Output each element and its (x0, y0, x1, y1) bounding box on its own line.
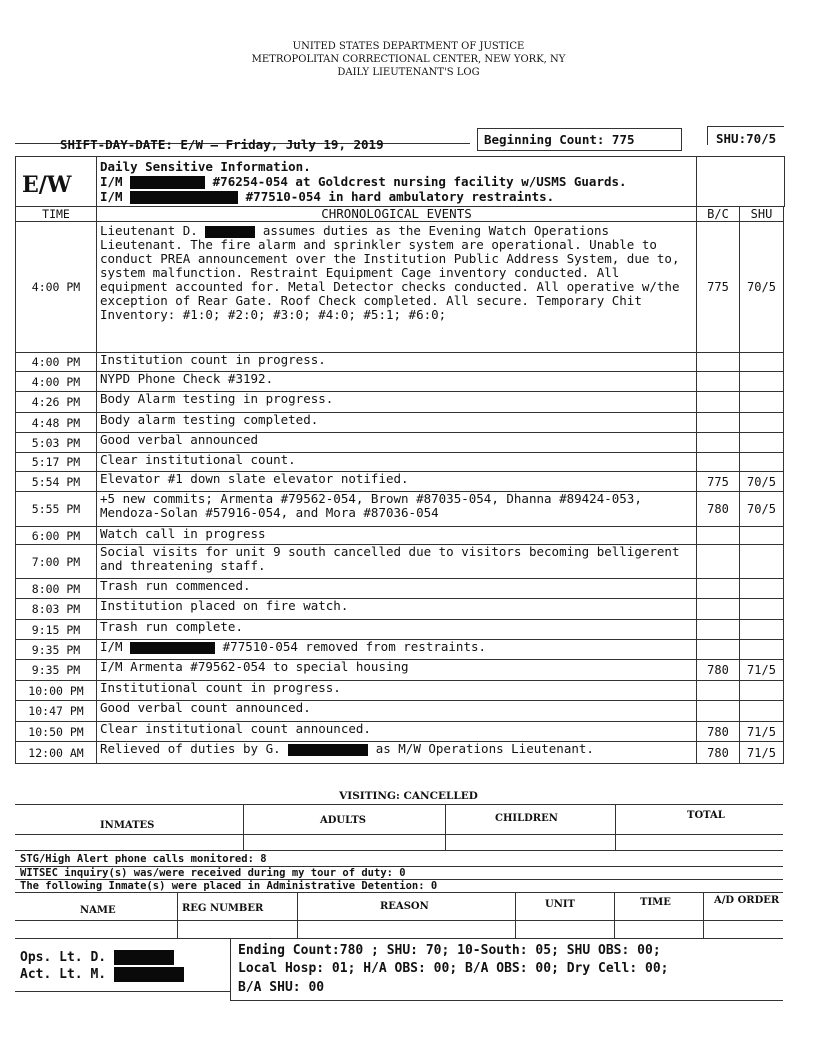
entry-time: 8:03 PM (16, 599, 97, 620)
entry-bc (697, 701, 740, 722)
entry-time: 9:15 PM (16, 620, 97, 640)
entry-event: Watch call in progress (97, 527, 697, 545)
inmates-label: INMATES (100, 820, 155, 831)
total-label: TOTAL (687, 810, 725, 821)
entry-bc (697, 372, 740, 392)
entry-time: 6:00 PM (16, 527, 97, 545)
entry-time: 7:00 PM (16, 545, 97, 579)
entry-bc (697, 392, 740, 413)
table-row (16, 392, 784, 413)
entry-event: Institutional count in progress. (97, 681, 697, 701)
table-row (16, 599, 784, 620)
entry-event: Lieutenant D. assumes duties as the Evening Watch Operations Lieutenant. The fire alarm and sprinkler system are operational. Unable to conduct PREA announcement over the Institution Public Address System, due to, system malfunction. Restraint Equipment Cage inventory conducted. All equipment accounted for. Metal Detector checks conducted. All operative w/the exception of Rear Gate. Roof Check completed. All secure. Temporary Chit Inventory: #1:0; #2:0; #3:0; #4:0; #5:1; #6:0; (97, 222, 697, 353)
entry-shu: 70/5 (740, 472, 784, 492)
entry-time: 5:55 PM (16, 492, 97, 527)
table-row (16, 453, 784, 472)
beginning-count: Beginning Count: 775 (484, 132, 635, 147)
entry-event: Clear institutional count announced. (97, 722, 697, 742)
entry-time: 4:00 PM (16, 222, 97, 353)
entry-event: Good verbal announced (97, 433, 697, 453)
table-row (16, 222, 784, 353)
act-lieutenant: Act. Lt. M. (20, 967, 184, 982)
entry-event: Body alarm testing completed. (97, 413, 697, 433)
agency-title: UNITED STATES DEPARTMENT OF JUSTICE (292, 41, 525, 52)
redaction-block (205, 226, 255, 238)
entry-bc: 775 (697, 472, 740, 492)
det-col-ad-order: A/D ORDER (714, 895, 780, 906)
entry-bc (697, 527, 740, 545)
entry-time: 10:00 PM (16, 681, 97, 701)
entry-shu: 71/5 (740, 722, 784, 742)
ending-count-line-2: Local Hosp: 01; H/A OBS: 00; B/A OBS: 00; Dry Cell: 00; (238, 961, 669, 976)
table-row (16, 353, 784, 372)
children-label: CHILDREN (495, 813, 558, 824)
entry-event: I/M Armenta #79562-054 to special housing (97, 660, 697, 681)
entry-bc: 780 (697, 492, 740, 527)
adults-label: ADULTS (320, 815, 367, 826)
admin-detention: The following Inmate(s) were placed in Administrative Detention: 0 (20, 880, 438, 892)
entry-event: Institution placed on fire watch. (97, 599, 697, 620)
table-row (16, 472, 784, 492)
det-col-time: TIME (640, 897, 671, 908)
entry-event: Elevator #1 down slate elevator notified. (97, 472, 697, 492)
chronological-log (15, 206, 784, 764)
entry-shu (740, 392, 784, 413)
shift-code: E/W (22, 172, 72, 198)
entry-shu (740, 353, 784, 372)
entry-shu (740, 701, 784, 722)
entry-bc (697, 433, 740, 453)
table-row (16, 579, 784, 599)
entry-shu: 71/5 (740, 660, 784, 681)
stg-calls: STG/High Alert phone calls monitored: 8 (20, 853, 267, 865)
sensitive-line-2: I/M #77510-054 in hard ambulatory restraints. (100, 189, 555, 204)
entry-shu (740, 372, 784, 392)
det-col-reason: REASON (380, 901, 429, 912)
entry-time: 4:00 PM (16, 372, 97, 392)
entry-bc (697, 681, 740, 701)
entry-event: Trash run commenced. (97, 579, 697, 599)
entry-time: 5:17 PM (16, 453, 97, 472)
entry-time: 9:35 PM (16, 660, 97, 681)
entry-bc (697, 353, 740, 372)
witsec-inquiry: WITSEC inquiry(s) was/were received during my tour of duty: 0 (20, 867, 406, 879)
entry-time: 10:50 PM (16, 722, 97, 742)
table-row (16, 722, 784, 742)
redaction-block (114, 950, 174, 965)
redaction-block (130, 191, 238, 204)
entry-bc: 775 (697, 222, 740, 353)
entry-time: 4:00 PM (16, 353, 97, 372)
sensitive-line-1: I/M #76254-054 at Goldcrest nursing facility w/USMS Guards. (100, 174, 627, 189)
entry-bc: 780 (697, 660, 740, 681)
table-row (16, 681, 784, 701)
log-title: DAILY LIEUTENANT'S LOG (337, 67, 480, 78)
redaction-block (114, 967, 184, 982)
entry-bc (697, 599, 740, 620)
table-row (16, 701, 784, 722)
entry-time: 4:48 PM (16, 413, 97, 433)
entry-shu (740, 681, 784, 701)
ops-lieutenant: Ops. Lt. D. (20, 950, 174, 965)
table-row (16, 433, 784, 453)
entry-bc (697, 620, 740, 640)
entry-event: Institution count in progress. (97, 353, 697, 372)
entry-shu: 70/5 (740, 492, 784, 527)
table-row (16, 545, 784, 579)
col-time: TIME (16, 207, 97, 222)
det-col-reg: REG NUMBER (182, 903, 264, 914)
entry-time: 4:26 PM (16, 392, 97, 413)
entry-time: 9:35 PM (16, 640, 97, 660)
entry-event: NYPD Phone Check #3192. (97, 372, 697, 392)
det-col-name: NAME (80, 905, 116, 916)
shift-day-date: SHIFT-DAY-DATE: E/W – Friday, July 19, 2019 (60, 137, 384, 152)
entry-shu (740, 579, 784, 599)
col-bc: B/C (697, 207, 740, 222)
entry-shu (740, 545, 784, 579)
table-row (16, 742, 784, 764)
table-row (16, 640, 784, 660)
entry-bc (697, 545, 740, 579)
entry-event: Clear institutional count. (97, 453, 697, 472)
entry-shu (740, 453, 784, 472)
entry-bc (697, 413, 740, 433)
ending-count-line-1: Ending Count:780 ; SHU: 70; 10-South: 05; SHU OBS: 00; (238, 943, 661, 958)
table-row (16, 413, 784, 433)
ending-count-line-3: B/A SHU: 00 (238, 980, 325, 995)
entry-event: Body Alarm testing in progress. (97, 392, 697, 413)
entry-time: 5:54 PM (16, 472, 97, 492)
shu-count: SHU:70/5 (716, 131, 777, 146)
redaction-block (130, 642, 215, 654)
entry-event: Good verbal count announced. (97, 701, 697, 722)
table-row (16, 372, 784, 392)
redaction-block (130, 176, 205, 189)
visiting-title: VISITING: CANCELLED (339, 790, 478, 802)
entry-time: 12:00 AM (16, 742, 97, 764)
entry-shu: 71/5 (740, 742, 784, 764)
entry-bc (697, 453, 740, 472)
table-row (16, 620, 784, 640)
entry-shu (740, 620, 784, 640)
col-events: CHRONOLOGICAL EVENTS (97, 207, 697, 222)
entry-time: 10:47 PM (16, 701, 97, 722)
entry-shu (740, 433, 784, 453)
entry-time: 8:00 PM (16, 579, 97, 599)
entry-shu: 70/5 (740, 222, 784, 353)
facility-title: METROPOLITAN CORRECTIONAL CENTER, NEW YORK, NY (251, 54, 566, 65)
entry-shu (740, 527, 784, 545)
entry-time: 5:03 PM (16, 433, 97, 453)
entry-bc: 780 (697, 742, 740, 764)
entry-event: Relieved of duties by G. as M/W Operations Lieutenant. (97, 742, 697, 764)
entry-bc (697, 579, 740, 599)
entry-event: Social visits for unit 9 south cancelled due to visitors becoming belligerent and threatening staff. (97, 545, 697, 579)
entry-event: I/M #77510-054 removed from restraints. (97, 640, 697, 660)
entry-event: Trash run complete. (97, 620, 697, 640)
table-row (16, 527, 784, 545)
entry-shu (740, 599, 784, 620)
entry-shu (740, 413, 784, 433)
redaction-block (288, 744, 368, 756)
entry-bc: 780 (697, 722, 740, 742)
col-shu: SHU (740, 207, 784, 222)
entry-event: +5 new commits; Armenta #79562-054, Brown #87035-054, Dhanna #89424-053, Mendoza-Solan #57916-054, and Mora #87036-054 (97, 492, 697, 527)
table-row (16, 660, 784, 681)
det-col-unit: UNIT (545, 899, 575, 910)
table-row (16, 492, 784, 527)
sensitive-title: Daily Sensitive Information. (100, 159, 311, 174)
